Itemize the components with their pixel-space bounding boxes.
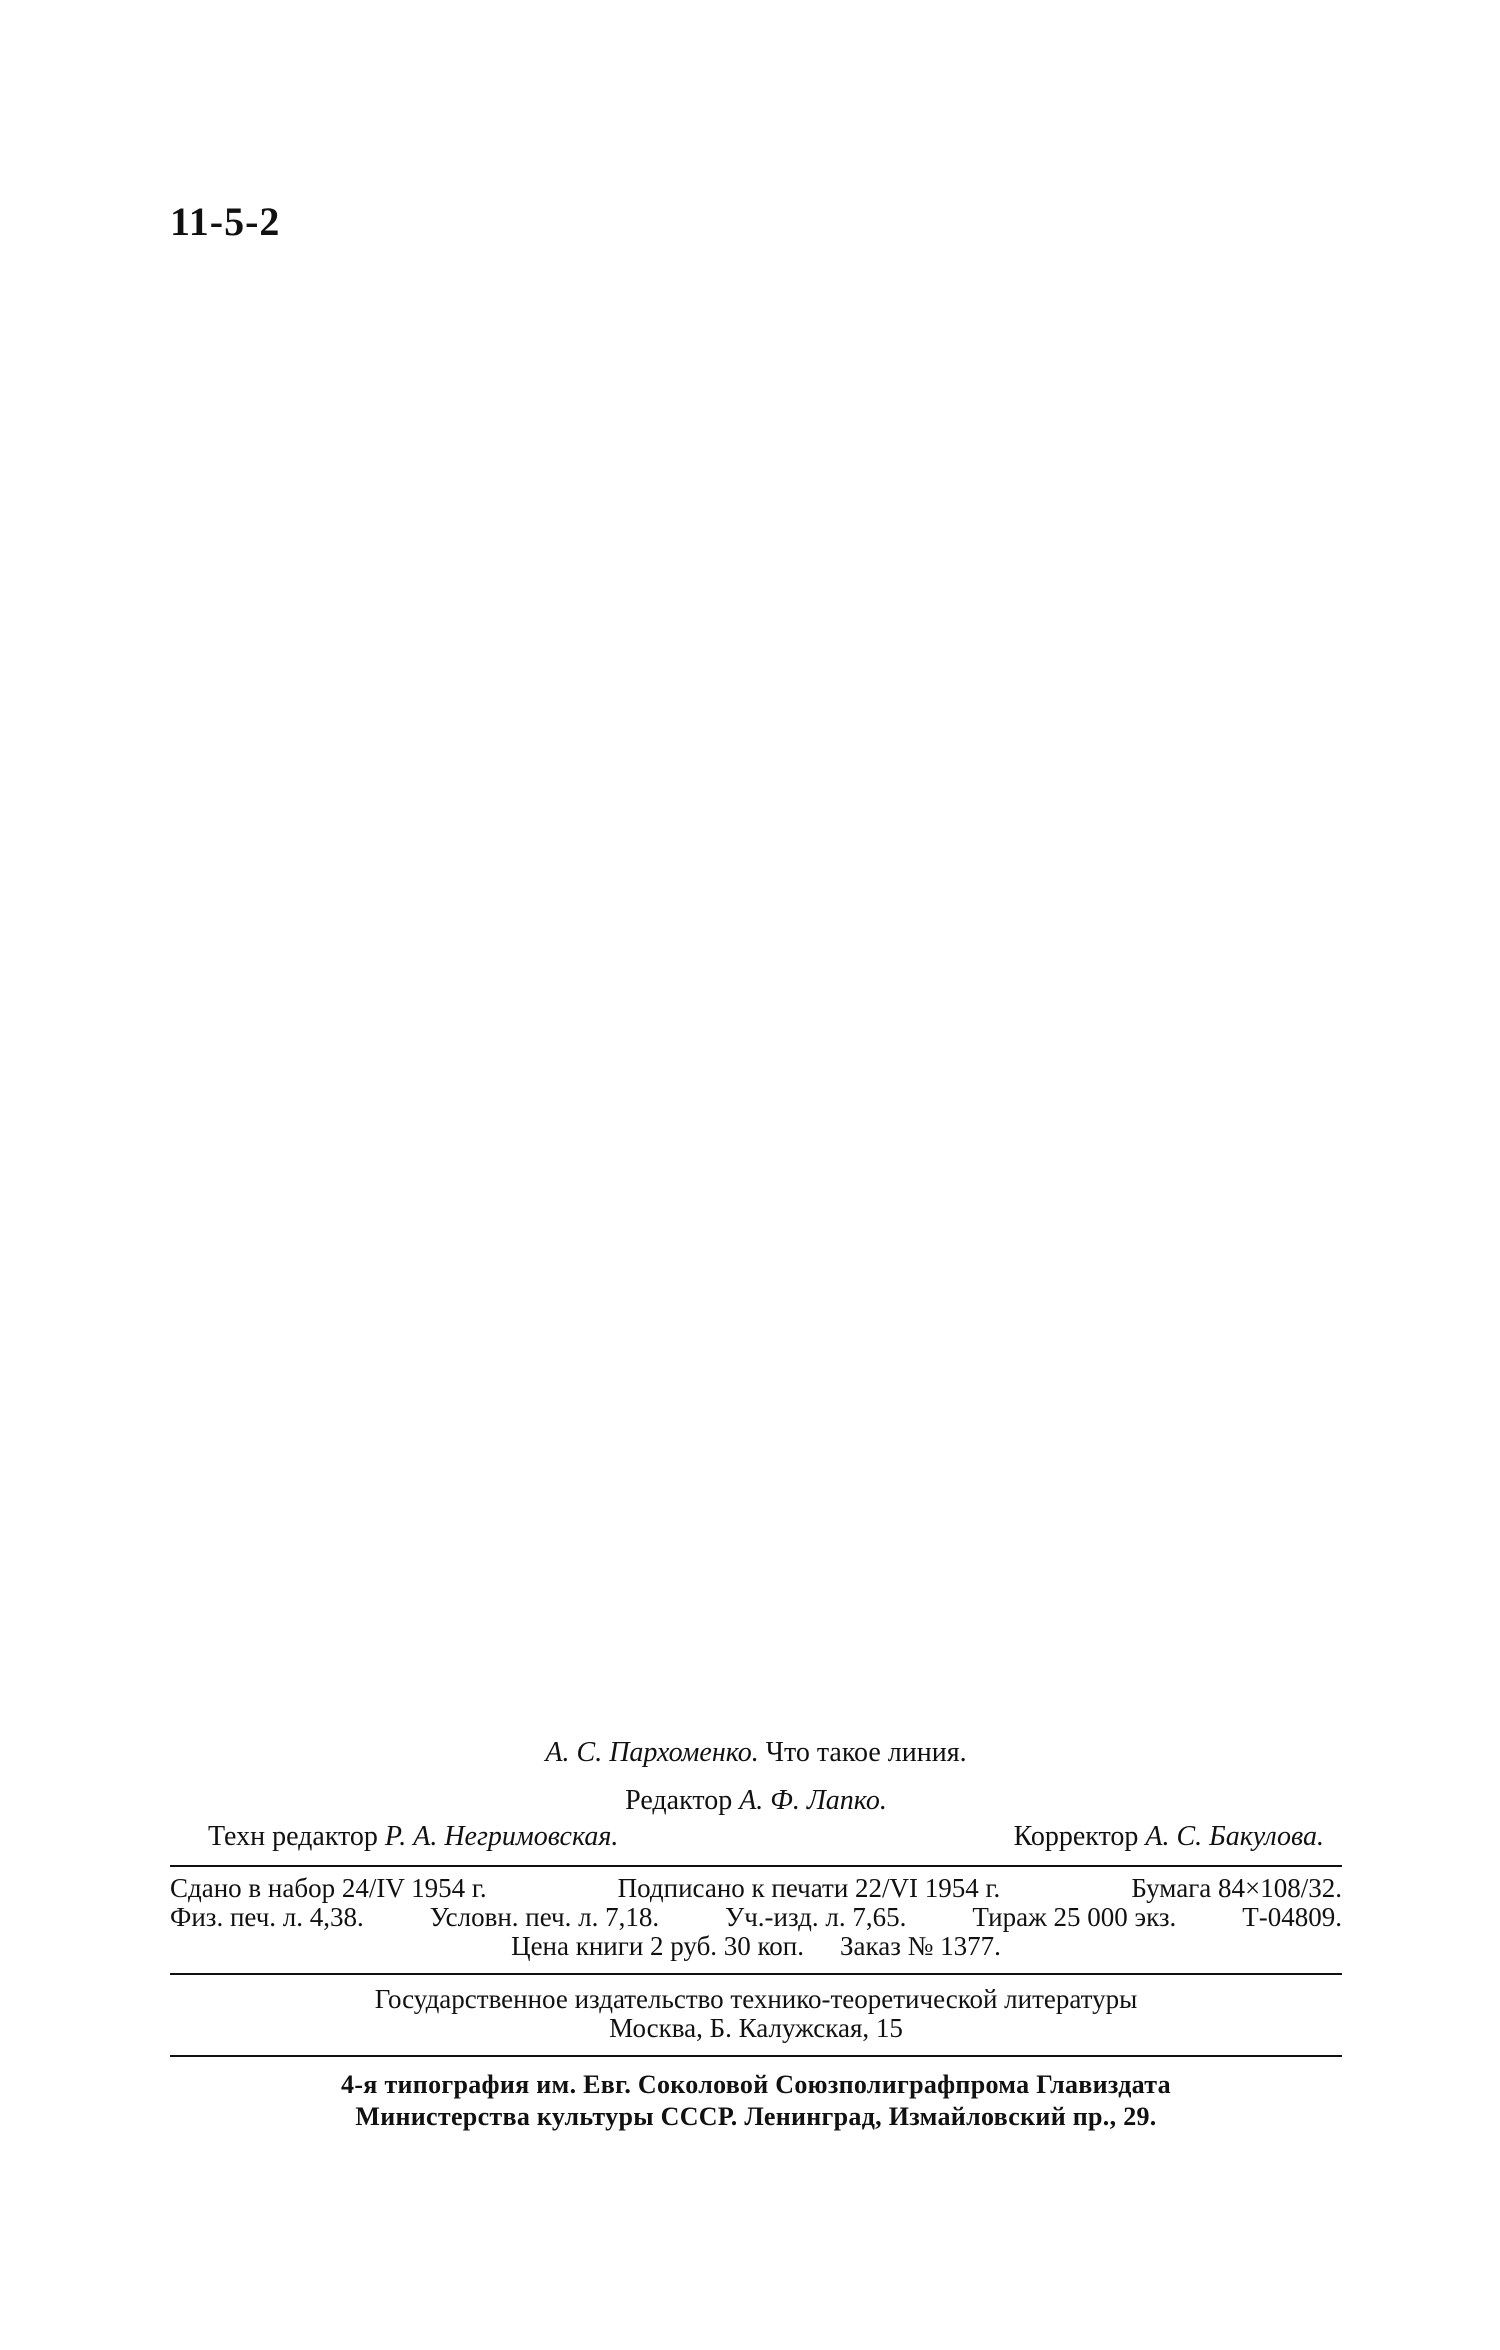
tech-corrector-line	[170, 1819, 1342, 1855]
imprint-block	[170, 1735, 1342, 2133]
spec-row	[170, 1874, 1342, 1903]
tech-editor-label: Техн редактор	[208, 1821, 378, 1852]
spec-item: Тираж 25 000 экз.	[972, 1902, 1177, 1932]
spec-item: Бумага 84×108/32.	[1131, 1873, 1342, 1903]
editor-name: А. Ф. Лапко.	[739, 1785, 887, 1816]
spec-item: Заказ № 1377.	[840, 1931, 1001, 1961]
editor-line	[170, 1783, 1342, 1819]
tech-editor-name: Р. А. Негримовская.	[384, 1821, 619, 1852]
spec-item: Цена книги 2 руб. 30 коп.	[511, 1931, 805, 1961]
author-title-line	[170, 1735, 1342, 1771]
spec-item: Сдано в набор 24/IV 1954 г.	[170, 1873, 487, 1903]
book-title: Что такое линия.	[765, 1737, 967, 1768]
printer-block	[170, 2057, 1342, 2133]
spec-row	[170, 1932, 1342, 1961]
corrector-name: А. С. Бакулова.	[1145, 1821, 1324, 1852]
spec-item: Подписано к печати 22/VI 1954 г.	[617, 1873, 1001, 1903]
spec-item: Т-04809.	[1242, 1902, 1342, 1932]
printer-line: 4-я типография им. Евг. Соколовой Союзполиграфпрома Главиздата	[341, 2070, 1171, 2099]
spec-item: Условн. печ. л. 7,18.	[429, 1902, 660, 1932]
print-specs	[170, 1867, 1342, 1973]
tech-editor	[208, 1819, 618, 1855]
corrector-label: Корректор	[1013, 1821, 1139, 1852]
publisher-name: Государственное издательство технико-теоретической литературы	[374, 1984, 1138, 2014]
publisher-address: Москва, Б. Калужская, 15	[609, 2013, 903, 2043]
publisher-block	[170, 1975, 1342, 2055]
corrector	[1014, 1819, 1324, 1855]
editor-label: Редактор	[625, 1785, 733, 1816]
spec-item: Уч.-изд. л. 7,65.	[725, 1902, 907, 1932]
spec-row	[170, 1903, 1342, 1932]
printer-line: Министерства культуры СССР. Ленинград, Измайловский пр., 29.	[355, 2102, 1157, 2131]
author-name: А. С. Пархоменко.	[545, 1737, 759, 1768]
spec-item: Физ. печ. л. 4,38.	[170, 1902, 364, 1932]
catalog-code: 11-5-2	[170, 199, 281, 244]
